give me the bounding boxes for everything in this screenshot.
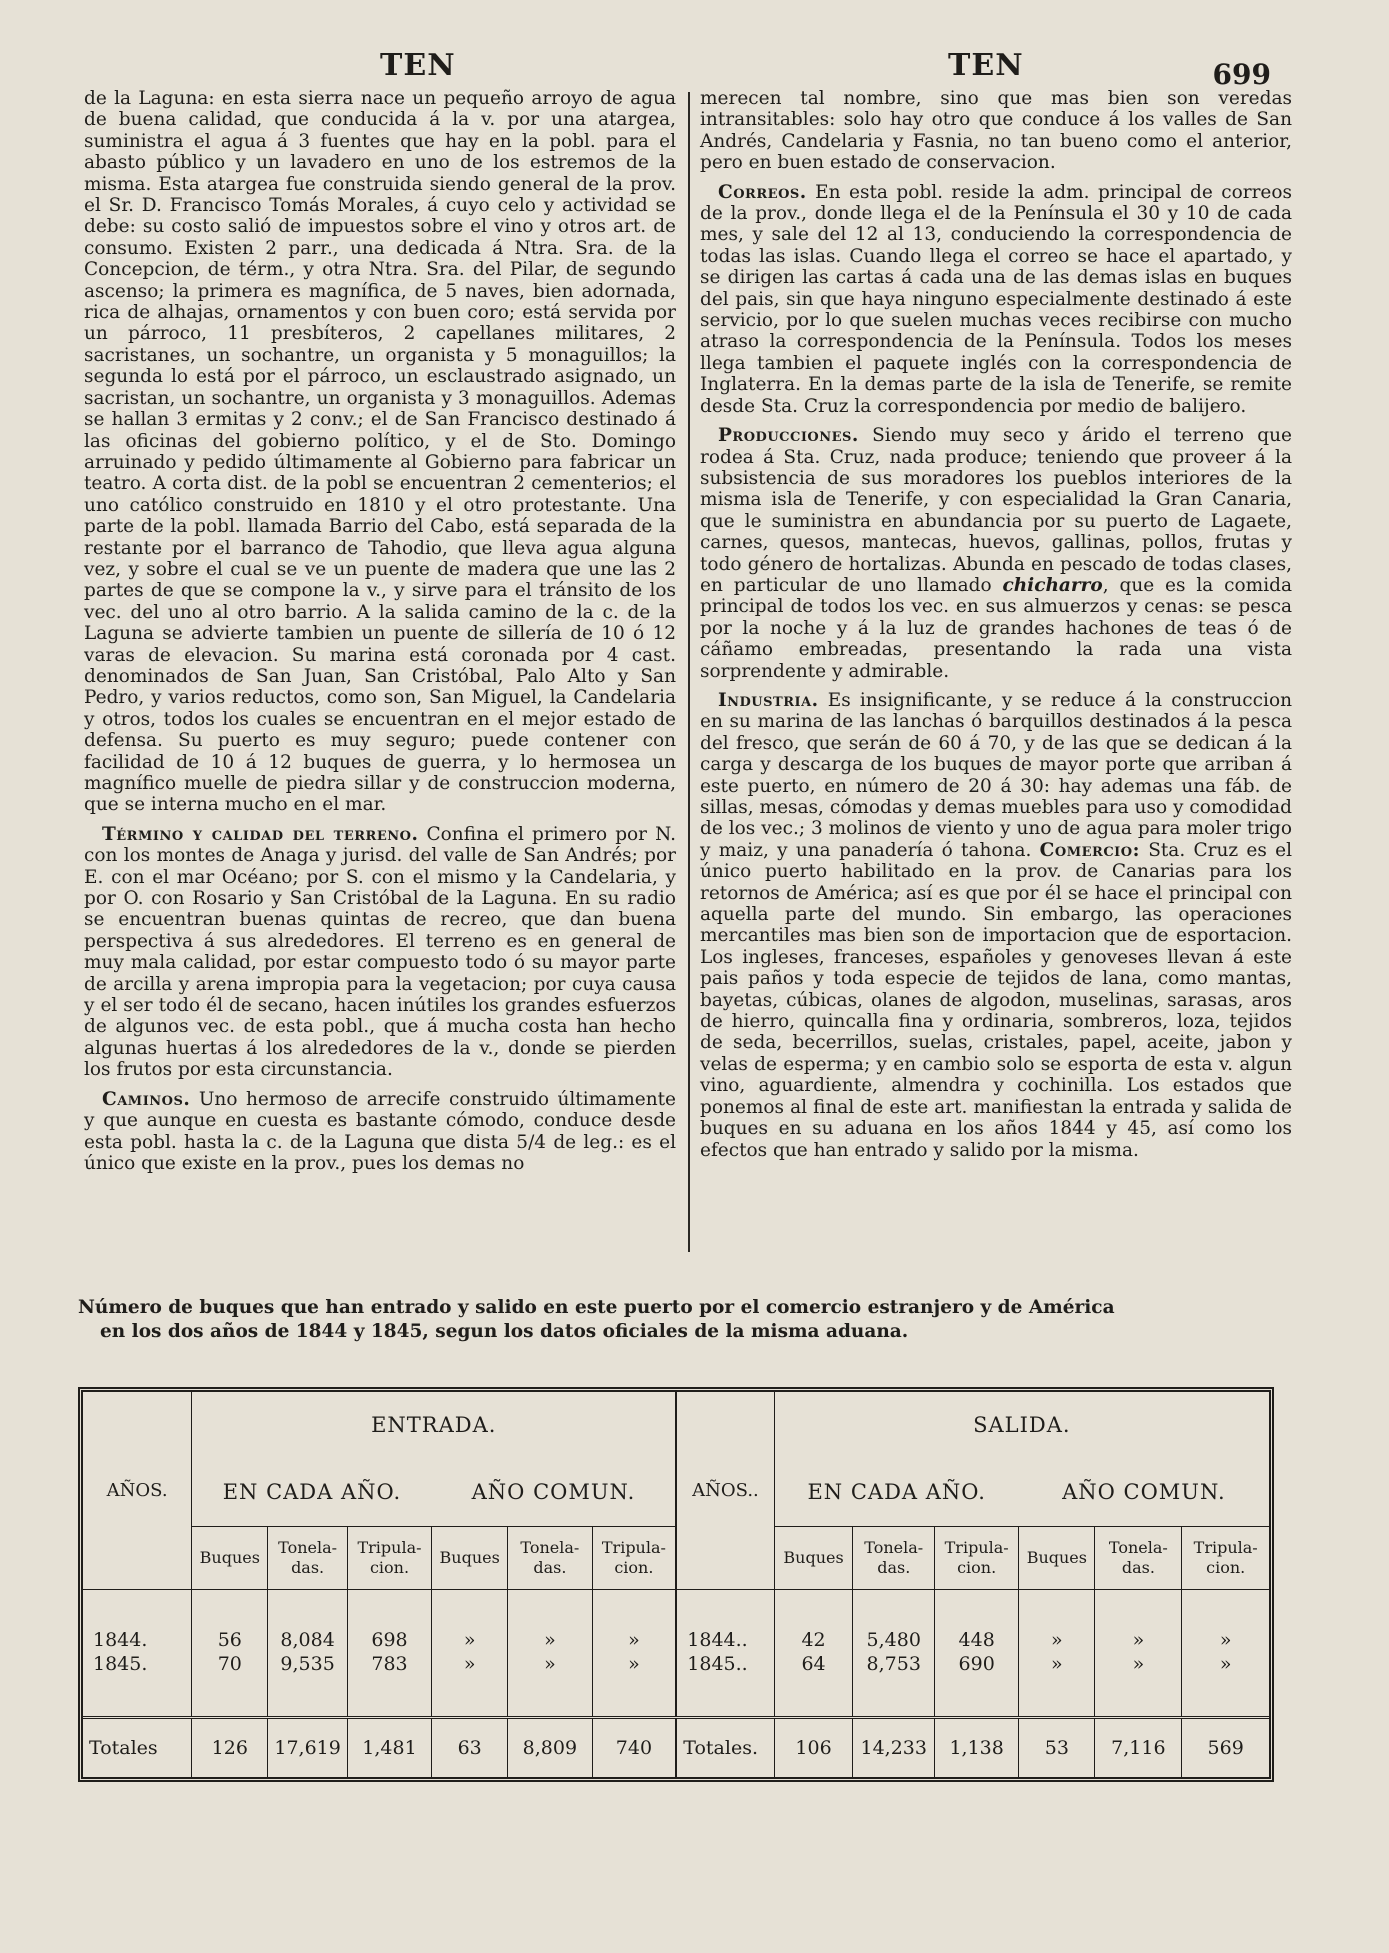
table-cell: 64	[774, 1652, 853, 1717]
table-cell: 9,535	[268, 1652, 348, 1717]
total-cell: 17,619	[268, 1718, 348, 1778]
left-column	[84, 88, 676, 1174]
paragraph	[700, 690, 1292, 1161]
years-header: AÑOS.	[106, 1479, 168, 1501]
table-cell: »	[592, 1652, 676, 1717]
table-cell: »	[1095, 1652, 1182, 1717]
table-cell: 448	[935, 1589, 1019, 1652]
col-header-tripulacion: Tripula-cion.	[935, 1526, 1019, 1589]
table-cell: »	[1095, 1589, 1182, 1652]
table-cell: 690	[935, 1652, 1019, 1717]
running-head-left: TEN	[380, 48, 456, 83]
table-cell: 5,480	[853, 1589, 935, 1652]
total-cell: 1,481	[347, 1718, 431, 1778]
total-cell: 53	[1019, 1718, 1095, 1778]
col-header-toneladas: Tonela-das.	[268, 1526, 348, 1589]
col-header-toneladas: Tonela-das.	[508, 1526, 592, 1589]
section-heading: Comercio:	[1039, 839, 1140, 861]
paragraph: de la Laguna: en esta sierra nace un pequeño arroyo de agua de buena calidad, que conducida á la v. por una atargea, suministra el agua á 3 fuentes que hay en la pobl. para el abasto público y un lavadero en uno de los estremos de la misma. Esta atargea fue construida siendo general de la prov. el Sr. D. Francisco Tomás Morales, á cuyo celo y actividad se debe: su costo salió de impuestos sobre el vino y otros art. de consumo. Existen 2 parr., una dedicada á Ntra. Sra. de la Concepcion, de térm., y otra Ntra. Sra. del Pilar, de segundo ascenso; la primera es magnífica, de 5 naves, bien adornada, rica de alhajas, ornamentos y con buen coro; está servida por un párroco, 11 presbíteros, 2 capellanes militares, 2 sacristanes, un sochantre, un organista y 5 monaguillos; la segunda lo está por el párroco, un esclaustrado asignado, un sacristan, un sochantre, un organista y 3 monaguillos. Ademas se hallan 3 ermitas y 2 conv.; el de San Francisco destinado á las oficinas del gobierno político, y el de Sto. Domingo arruinado y pedido últimamente al Gobierno para fabricar un teatro. A corta dist. de la pobl se encuentran 2 cementerios; el uno católico construido en 1810 y el otro protestante. Una parte de la pobl. llamada Barrio del Cabo, está separada de la restante por el barranco de Tahodio, que lleva agua alguna vez, y sobre el cual se ve un puente de madera que une las 2 partes de que se compone la v., y sirve para el tránsito de los vec. del uno al otro barrio. A la salida camino de la c. de la Laguna se advierte tambien un puente de sillería de 10 ó 12 varas de elevacion. Su marina está coronada por 4 cast. denominados de San Juan, San Cristóbal, Palo Alto y San Pedro, y varios reductos, como son, San Miguel, la Candelaria y otros, todos los cuales se encuentran en el mejor estado de defensa. Su puerto es muy seguro; puede contener con facilidad de 10 á 12 buques de guerra, y lo hermosea un magnífico muelle de piedra sillar y de construccion moderna, que se interna mucho en el mar.	[84, 88, 676, 816]
paragraph-text: , que es la comida principal de todos los vec. en sus almuerzos y cenas: se pesca por la noche y á la luz de grandes hachones de teas ó de cáñamo embreadas, presentando la rada una vista sorprendente y admirable.	[700, 574, 1292, 682]
col-header-tripulacion: Tripula-cion.	[1182, 1526, 1269, 1589]
caption-line: en los dos años de 1844 y 1845, segun los datos oficiales de la misma aduana.	[100, 1321, 909, 1342]
table-cell: 8,084	[268, 1589, 348, 1652]
section-heading: Correos.	[718, 181, 807, 203]
table-cell: 56	[192, 1589, 268, 1652]
common-year-header: AÑO COMUN.	[432, 1459, 677, 1527]
year-cell: 1844..	[676, 1589, 774, 1652]
column-rule	[688, 92, 690, 1252]
col-header-buques: Buques	[774, 1526, 853, 1589]
paragraph	[700, 182, 1292, 417]
salida-header: SALIDA.	[774, 1392, 1269, 1459]
running-head-right: TEN	[948, 48, 1024, 83]
paragraph-text: Confina el primero por N. con los montes de Anaga y jurisd. del valle de San Andrés; por E. con el mar Océano; por S. con el mismo y la Candelaria, y por O. con Rosario y San Cristóbal de la Laguna. En su radio se encuentran buenas quintas de recreo, que dan buena perspectiva á sus alrededores. El terreno es en general de muy mala calidad, por estar compuesto todo ó su mayor parte de arcilla y arena impropia para la vegetacion; por cuya causa y el ser todo él de secano, hacen inútiles los grandes esfuerzos de algunos vec. de esta pobl., que á mucha costa han hecho algunas huertas á los alrededores de la v., donde se pierden los frutos por esta circunstancia.	[84, 823, 676, 1081]
table-cell: 783	[347, 1652, 431, 1717]
totals-label: Totales.	[676, 1718, 774, 1778]
table-cell: 70	[192, 1652, 268, 1717]
total-cell: 8,809	[508, 1718, 592, 1778]
paragraph	[700, 425, 1292, 682]
paragraph-text: Sta. Cruz es el único puerto habilitado en la prov. de Canarias para los retornos de América; así es que por él se hace el principal con aquella parte del mundo. Sin embargo, las operaciones mercantiles mas bien son de importacion que de esportacion. Los ingleses, franceses, españoles y genoveses llevan á este pais paños y toda especie de tejidos de lana, como mantas, bayetas, cúbicas, olanes de algodon, muselinas, sarasas, aros de hierro, quincalla fina y ordinaria, sombreros, loza, tejidos de seda, becerrillos, suelas, cristales, papel, aceite, jabon y velas de esperma; y en cambio solo se esporta de esta v. algun vino, aguardiente, almendra y cochinilla. Los estados que ponemos al final de este art. manifiestan la entrada y salida de buques en su aduana en los años 1844 y 45, así como los efectos que han entrado y salido por la misma.	[700, 839, 1292, 1161]
table-row	[83, 1652, 1269, 1717]
section-heading: Producciones.	[718, 425, 859, 447]
section-heading: Caminos.	[102, 1088, 191, 1110]
common-year-header: AÑO COMUN.	[1019, 1459, 1269, 1527]
table-cell: »	[432, 1589, 508, 1652]
total-cell: 1,138	[935, 1718, 1019, 1778]
table-cell: »	[1019, 1589, 1095, 1652]
total-cell: 14,233	[853, 1718, 935, 1778]
totals-row	[83, 1718, 1269, 1778]
total-cell: 126	[192, 1718, 268, 1778]
year-cell: 1845..	[676, 1652, 774, 1717]
table-cell: »	[1019, 1652, 1095, 1717]
year-cell: 1844.	[93, 1629, 148, 1652]
col-header-tripulacion: Tripula-cion.	[592, 1526, 676, 1589]
table-cell: »	[592, 1589, 676, 1652]
table-cell: »	[508, 1589, 592, 1652]
table-cell: »	[508, 1652, 592, 1717]
table-cell: »	[432, 1652, 508, 1717]
section-heading: Industria.	[718, 689, 819, 711]
paragraph-text: Siendo muy seco y árido el terreno que rodea á Sta. Cruz, nada produce; teniendo que proveer á la subsistencia de sus moradores los pueblos interiores de la misma isla de Tenerife, y con especialidad la Gran Canaria, que le suministra en abundancia por su puerto de Lagaete, carnes, quesos, mantecas, huevos, gallinas, pollos, frutas y todo género de hortalizas. Abunda en pescado de todas clases, en particular de uno llamado	[700, 425, 1292, 596]
total-cell: 740	[592, 1718, 676, 1778]
table-cell: 8,753	[853, 1652, 935, 1717]
table-cell: 42	[774, 1589, 853, 1652]
year-cell: 1845.	[93, 1653, 148, 1676]
col-header-buques: Buques	[432, 1526, 508, 1589]
right-column	[700, 88, 1292, 1161]
paragraph	[84, 1089, 676, 1175]
paragraph	[84, 824, 676, 1081]
total-cell: 7,116	[1095, 1718, 1182, 1778]
paragraph: merecen tal nombre, sino que mas bien son veredas intransitables: solo hay otro que conduce á los valles de San Andrés, Candelaria y Fasnia, no tan bueno como el anterior, pero en buen estado de conservacion.	[700, 88, 1292, 174]
table-cell: 698	[347, 1589, 431, 1652]
total-cell: 106	[774, 1718, 853, 1778]
section-heading: Término y calidad del terreno.	[102, 823, 419, 845]
col-header-toneladas: Tonela-das.	[853, 1526, 935, 1589]
fish-name: chicharro	[1002, 574, 1103, 596]
col-header-tripulacion: Tripula-cion.	[347, 1526, 431, 1589]
table-cell: »	[1182, 1652, 1269, 1717]
paragraph-text: Es insignificante, y se reduce á la construccion en su marina de las lanchas ó barquillos destinados á la pesca del fresco, que serán de 60 á 70, y de las que se dedican á la carga y descarga de los buques de mayor porte que arriban á este puerto, en número de 20 á 30: hay ademas una fáb. de sillas, mesas, cómodas y demas muebles para uso y comodidad de los vec.; 3 molinos de viento y uno de agua para moler trigo y maiz, y una panadería ó tahona.	[700, 689, 1292, 861]
paragraph-text: Uno hermoso de arrecife construido últimamente y que aunque en cuesta es bastante cómodo, conduce desde esta pobl. hasta la c. de la Laguna que dista 5/4 de leg.: es el único que existe en la prov., pues los demas no	[84, 1088, 676, 1174]
page-number: 699	[1212, 58, 1271, 91]
each-year-header: EN CADA AÑO.	[774, 1459, 1019, 1527]
paragraph-text: En esta pobl. reside la adm. principal de correos de la prov., donde llega el de la Península el 30 y 10 de cada mes, y sale del 12 al 13, conduciendo la correspondencia de todas las islas. Cuando llega el correo se hace el apartado, y se dirigen las cartas á cada una de las demas islas en buques del pais, sin que haya ninguno especialmente destinado á este servicio, por lo que suelen muchas veces recibirse con mucho atraso la correspondencia de la Península. Todos los meses llega tambien el paquete inglés con la correspondencia de Inglaterra. En la demas parte de la isla de Tenerife, se remite desde Sta. Cruz la correspondencia por medio de balijero.	[700, 181, 1292, 417]
caption-line: Número de buques que han entrado y salido en este puerto por el comercio estranjero y de América	[78, 1297, 1115, 1318]
table-caption	[78, 1296, 1288, 1344]
shipping-table	[78, 1387, 1274, 1782]
col-header-buques: Buques	[192, 1526, 268, 1589]
total-cell: 569	[1182, 1718, 1269, 1778]
table-row	[83, 1589, 1269, 1652]
col-header-toneladas: Tonela-das.	[1095, 1526, 1182, 1589]
total-cell: 63	[432, 1718, 508, 1778]
table-cell: »	[1182, 1589, 1269, 1652]
years-header-right: AÑOS..	[676, 1392, 774, 1589]
col-header-buques: Buques	[1019, 1526, 1095, 1589]
entrada-header: ENTRADA.	[192, 1392, 677, 1459]
totals-label: Totales	[83, 1718, 192, 1778]
each-year-header: EN CADA AÑO.	[192, 1459, 432, 1527]
